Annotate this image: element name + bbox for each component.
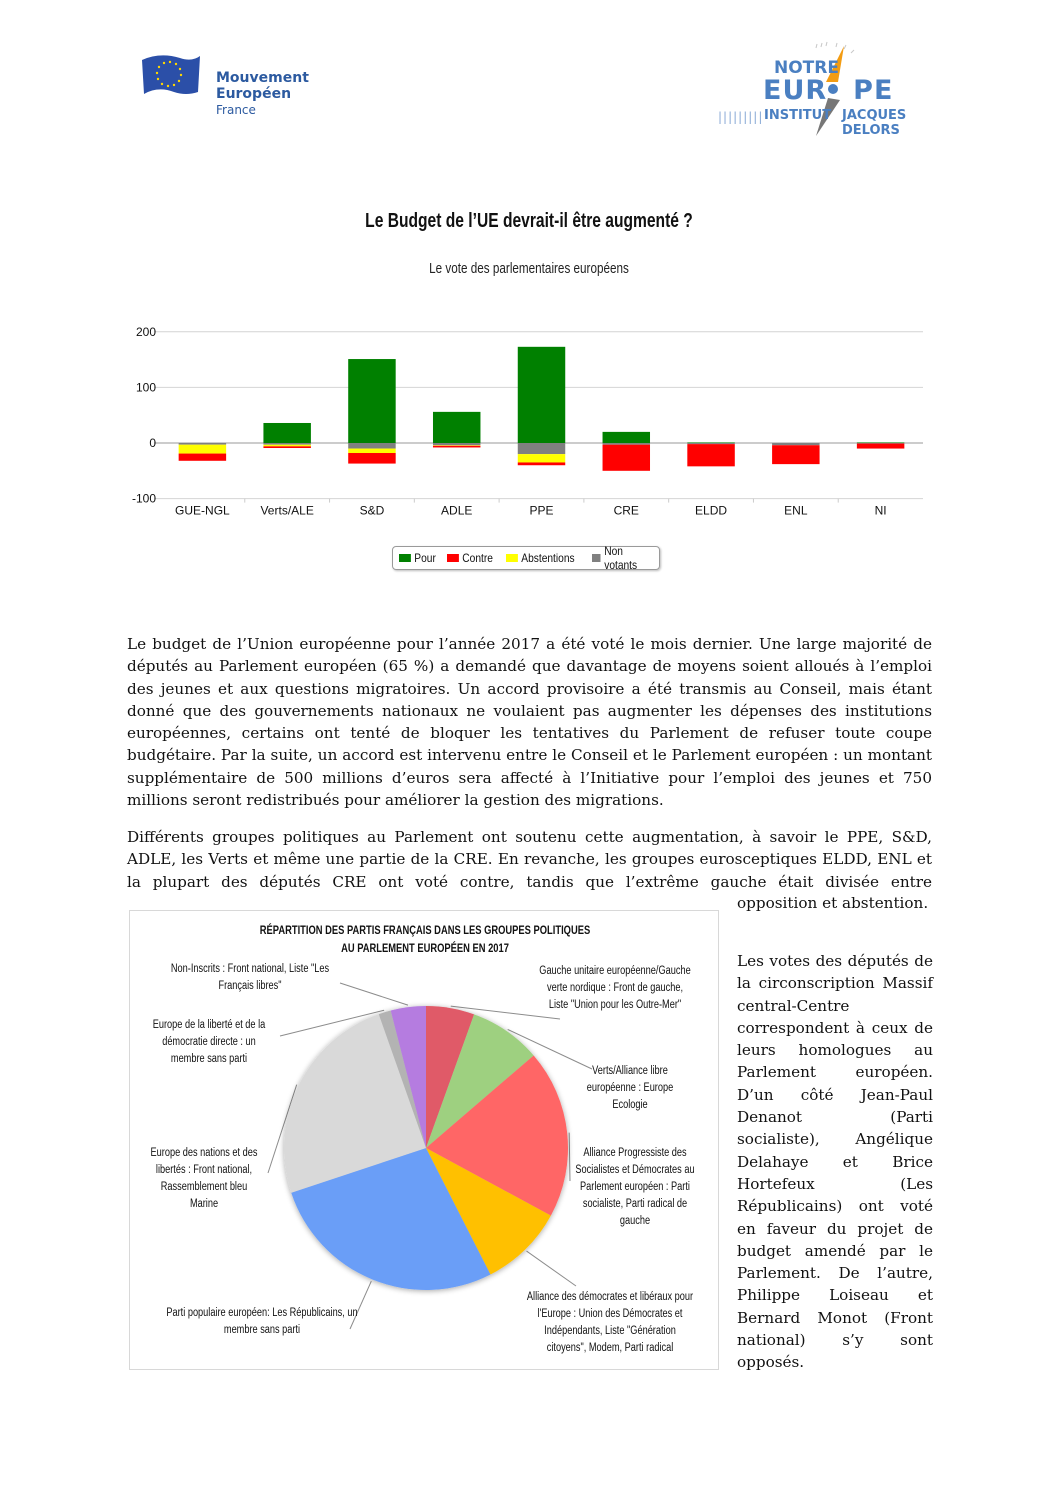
bar-pour <box>603 432 650 443</box>
bar-non-votants <box>348 443 395 449</box>
bar-non-votants <box>687 443 734 444</box>
bar-abstentions <box>348 449 395 453</box>
bar-contre <box>433 446 480 448</box>
pie-label-sd: Alliance Progressiste des Socialistes et Démocrates au Parlement européen : Parti socialiste, Parti radical de gauche <box>575 1147 695 1227</box>
legend-item-abstentions <box>506 551 575 565</box>
bar-abstentions <box>433 445 480 446</box>
pie-label-verts: Verts/Alliance libre européenne : Europe Ecologie <box>586 1065 674 1111</box>
x-tick-label: ADLE <box>441 503 473 518</box>
bar-non-votants <box>263 443 310 445</box>
y-tick-label: 0 <box>149 436 156 450</box>
mouvement-europeen-logo <box>140 50 330 125</box>
logo-line-3: France <box>216 103 256 117</box>
bar-pour <box>263 423 310 443</box>
bar-abstentions <box>518 454 565 462</box>
bar-non-votants <box>603 443 650 445</box>
logo-europe <box>763 75 893 106</box>
logo-europe-a: EUR <box>763 75 828 106</box>
pie-leader-line-adle <box>527 1251 576 1286</box>
pie-label-ppe: Parti populaire européen: Les Républicains, un membre sans parti <box>166 1307 358 1336</box>
bar-chart-title: Le vote des parlementaires européens <box>429 260 629 277</box>
bar-contre <box>687 444 734 466</box>
legend-label: Non votants <box>604 544 638 572</box>
logo-line-1: Mouvement <box>216 70 309 86</box>
logo-institut: INSTITUT <box>764 108 832 123</box>
bar-contre <box>179 454 226 461</box>
pie-leader-line-ni <box>340 983 408 1005</box>
x-tick-label: GUE-NGL <box>175 503 230 518</box>
paragraph-1: Le budget de l’Union européenne pour l’année 2017 a été voté le mois dernier. Une large majorité de députés au Parlement européen (65 %) a demandé que davantage de moyens soient alloués à l’emploi des jeunes et aux questions migratoires. Un accord provisoire a été transmis au Conseil, mais étant donné que des gouvernements nationaux ne voulaient pas augmenter les dépenses des institutions européennes, certains ont tenté de bloquer les tentatives du Parlement de refuser toute coupe budgétaire. Par la suite, un accord est intervenu entre le Conseil et le Parlement européen : un montant supplémentaire de 500 millions d’euros sera affecté à l’Initiative pour l’emploi des jeunes et 750 millions seront redistribués pour améliorer la gestion des migrations. <box>127 635 932 810</box>
bar-contre <box>518 462 565 465</box>
pie-chart-title <box>195 921 655 957</box>
legend-swatch <box>592 554 601 562</box>
bar-abstentions <box>179 445 226 454</box>
legend-item-non-votants <box>592 544 645 572</box>
legend-swatch <box>447 554 459 562</box>
bar-contre <box>772 445 819 464</box>
x-tick-label: ELDD <box>695 503 728 518</box>
bar-non-votants <box>433 443 480 445</box>
pie-title-line-2: AU PARLEMENT EUROPÉEN EN 2017 <box>341 941 509 955</box>
bar-contre <box>857 444 904 449</box>
paragraph-3: Les votes des députés de la circonscription Massif central-Centre correspondent à ceux de leurs homologues au Parlement européen. D’un côté Jean-Paul Denanot (Parti socialiste), Angélique Delahaye et Brice Hortefeux (Les Républicains) ont voté en faveur du projet de budget amendé par le Parlement. De l’autre, Philippe Loiseau et Bernard Monot (Front national) s’y sont opposés. <box>737 952 933 1372</box>
legend-item-contre <box>447 551 493 565</box>
x-tick-label: CRE <box>613 503 639 518</box>
bar-pour <box>348 359 395 443</box>
bar-abstentions <box>263 445 310 447</box>
y-tick-label: -100 <box>131 491 156 506</box>
pie-label-gue: Gauche unitaire européenne/Gauche verte nordique : Front de gauche, Liste "Union pour les Outre-Mer" <box>539 965 691 1011</box>
page-title: Le Budget de l’UE devrait-il être augmenté ? <box>365 210 693 232</box>
bar-contre <box>263 446 310 448</box>
bar-contre <box>348 453 395 464</box>
pie-label-ni: Non-Inscrits : Front national, Liste "Les Français libres" <box>170 963 330 992</box>
logo-jacques-delors: JACQUES DELORS <box>842 108 907 138</box>
pie-chart-box <box>129 910 719 1370</box>
pie-title-line-1: RÉPARTITION DES PARTIS FRANÇAIS DANS LES GROUPES POLITIQUES <box>259 923 591 937</box>
pie-label-adle: Alliance des démocrates et libéraux pour l'Europe : Union des Démocrates et Indépendants, Liste "Génération citoyens", Modem, Parti radical <box>526 1291 694 1354</box>
logo-left-text <box>216 70 309 118</box>
paragraph-2: Différents groupes politiques au Parlement ont soutenu cette augmentation, à savoir le PPE, S&D, ADLE, les Verts et même une partie de la CRE. En revanche, les groupes eurosceptiques ELDD, ENL et la plupart des députés CRE ont voté contre, tandis que l’extrême gauche était divisée entre <box>127 828 932 891</box>
x-tick-label: NI <box>874 503 887 518</box>
logo-notre: NOTRE <box>774 58 839 78</box>
bar-contre <box>603 445 650 471</box>
bar-non-votants <box>772 443 819 445</box>
y-tick-label: 100 <box>135 380 156 395</box>
logo-bars: ||||||||| <box>718 110 764 124</box>
pie-label-enl: Europe des nations et des libertés : Front national, Rassemblement bleu Marine <box>150 1147 258 1210</box>
x-tick-label: PPE <box>529 503 554 518</box>
legend-item-pour <box>399 551 436 565</box>
paragraph-2-continued: opposition et abstention. <box>737 894 929 912</box>
notre-europe-logo <box>716 40 946 140</box>
bar-pour <box>433 412 480 443</box>
pie-leader-line-sd <box>569 1133 570 1181</box>
bar-non-votants <box>857 443 904 444</box>
eu-flag-icon <box>140 52 202 96</box>
bar-pour <box>857 442 904 443</box>
bar-pour <box>687 442 734 443</box>
bar-chart-legend <box>392 546 660 570</box>
legend-label: Contre <box>462 551 494 565</box>
bar-chart <box>120 318 940 538</box>
x-tick-label: Verts/ALE <box>260 503 314 518</box>
legend-swatch <box>399 554 411 562</box>
legend-label: Abstentions <box>521 551 576 565</box>
logo-europe-b: PE <box>853 75 894 106</box>
bar-pour <box>518 347 565 443</box>
x-tick-label: S&D <box>359 503 385 518</box>
logo-line-2: Européen <box>216 86 292 102</box>
bar-non-votants <box>518 443 565 454</box>
bar-non-votants <box>179 443 226 445</box>
y-tick-label: 200 <box>135 324 156 339</box>
x-tick-label: ENL <box>784 503 808 518</box>
legend-label: Pour <box>414 551 436 565</box>
pie-label-eldd: Europe de la liberté et de la démocratie directe : un membre sans parti <box>152 1019 266 1065</box>
legend-swatch <box>506 554 518 562</box>
